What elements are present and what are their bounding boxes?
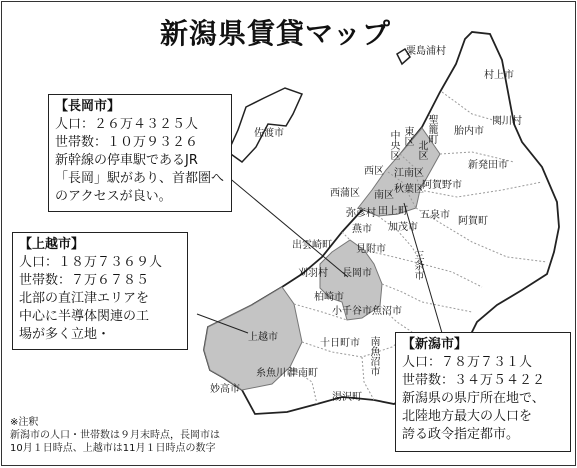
label-tagami: 田上町 <box>378 206 408 217</box>
info-box-niigata <box>395 332 571 452</box>
map-figure <box>1 1 576 466</box>
footnote <box>10 416 220 455</box>
label-sado: 佐渡市 <box>254 128 284 139</box>
label-akiha: 秋葉区 <box>394 184 424 195</box>
label-uonuma: 魚沼市 <box>372 306 402 317</box>
niigata-households: 世帯数：３４万５４２２ <box>402 373 546 388</box>
label-izumozaki: 出雲崎町 <box>292 240 332 251</box>
label-myoko: 妙高市 <box>210 384 240 395</box>
label-sanjo: 三条市 <box>412 250 423 280</box>
label-kashiwazaki: 柏崎市 <box>314 292 344 303</box>
label-nagaoka: 長岡市 <box>342 268 372 279</box>
label-higashi: 東区 <box>402 126 413 146</box>
nagaoka-desc-3: のアクセスが良い。 <box>55 189 172 204</box>
info-box-nagaoka <box>48 94 232 212</box>
label-tainai: 胎内市 <box>454 126 484 137</box>
joetsu-desc-1: 北部の直江津エリアを <box>19 291 150 306</box>
niigata-desc-1: 新潟県の県庁所在地で、 <box>402 391 545 406</box>
label-seiro: 聖籠町 <box>426 114 437 144</box>
label-agano: 阿賀野市 <box>422 180 462 191</box>
label-tsunan: 津南町 <box>288 368 318 379</box>
sado-island <box>228 88 302 162</box>
niigata-population: 人口：７８万７３１人 <box>402 355 533 370</box>
label-joetsu: 上越市 <box>248 332 278 343</box>
label-nishi: 西区 <box>364 166 384 177</box>
joetsu-households: 世帯数：７万６７８５ <box>19 273 150 288</box>
label-ojiya-2: 小千谷市 <box>332 306 372 317</box>
nagaoka-heading: 【長岡市】 <box>55 99 121 114</box>
nagaoka-desc-2: 「長岡」駅があり、首都圏へ <box>55 171 225 186</box>
label-kamo: 加茂市 <box>388 222 418 233</box>
niigata-desc-3: 誇る政令指定都市。 <box>402 427 520 442</box>
label-murakami: 村上市 <box>484 70 514 81</box>
nagaoka-desc-1: 新幹線の停車駅であるJR <box>55 153 198 168</box>
label-konan: 江南区 <box>394 168 424 179</box>
label-minamiuonuma: 南魚沼市 <box>368 336 379 376</box>
map-title: 新潟県賃貸マップ <box>160 17 391 50</box>
footnote-title: ※注釈 <box>10 417 39 428</box>
niigata-heading: 【新潟市】 <box>402 337 468 352</box>
label-itoigawa: 糸魚川市 <box>256 368 296 379</box>
footnote-line-2: 10月１日時点、上越市は11月１日時点の数字 <box>10 443 216 454</box>
joetsu-heading: 【上越市】 <box>19 237 85 252</box>
footnote-line-1: 新潟市の人口・世帯数は９月末時点，長岡市は <box>10 430 220 441</box>
label-mitsuke: 見附市 <box>356 244 386 255</box>
label-awashimaura: 粟島浦村 <box>406 46 446 57</box>
label-kita: 北区 <box>416 140 427 160</box>
label-shibata: 新発田市 <box>468 160 508 171</box>
joetsu-desc-2: 中心に半導体関連の工 <box>19 309 150 324</box>
niigata-desc-2: 北陸地方最大の人口を <box>402 409 533 424</box>
label-sekikawa: 関川村 <box>492 116 522 127</box>
label-yahiko: 弥彦村 <box>346 208 376 219</box>
label-chuo: 中央区 <box>388 130 399 160</box>
label-nishikan: 西蒲区 <box>330 188 360 199</box>
nagaoka-population: 人口：２６万４３２５人 <box>55 117 199 132</box>
joetsu-desc-3: 場が多く立地・ <box>19 327 111 342</box>
joetsu-population: 人口：１８万７３６９人 <box>19 255 163 270</box>
label-aga: 阿賀町 <box>458 216 488 227</box>
label-gosen: 五泉市 <box>420 210 450 221</box>
nagaoka-households: 世帯数：１０万９３２６ <box>55 135 199 150</box>
label-tokamachi: 十日町市 <box>320 338 360 349</box>
label-yuzawa: 湯沢町 <box>332 392 362 403</box>
label-kariwa: 刈羽村 <box>298 268 328 279</box>
label-minami: 南区 <box>374 190 394 201</box>
info-box-joetsu <box>12 232 188 350</box>
label-tsubame: 燕市 <box>352 224 372 235</box>
